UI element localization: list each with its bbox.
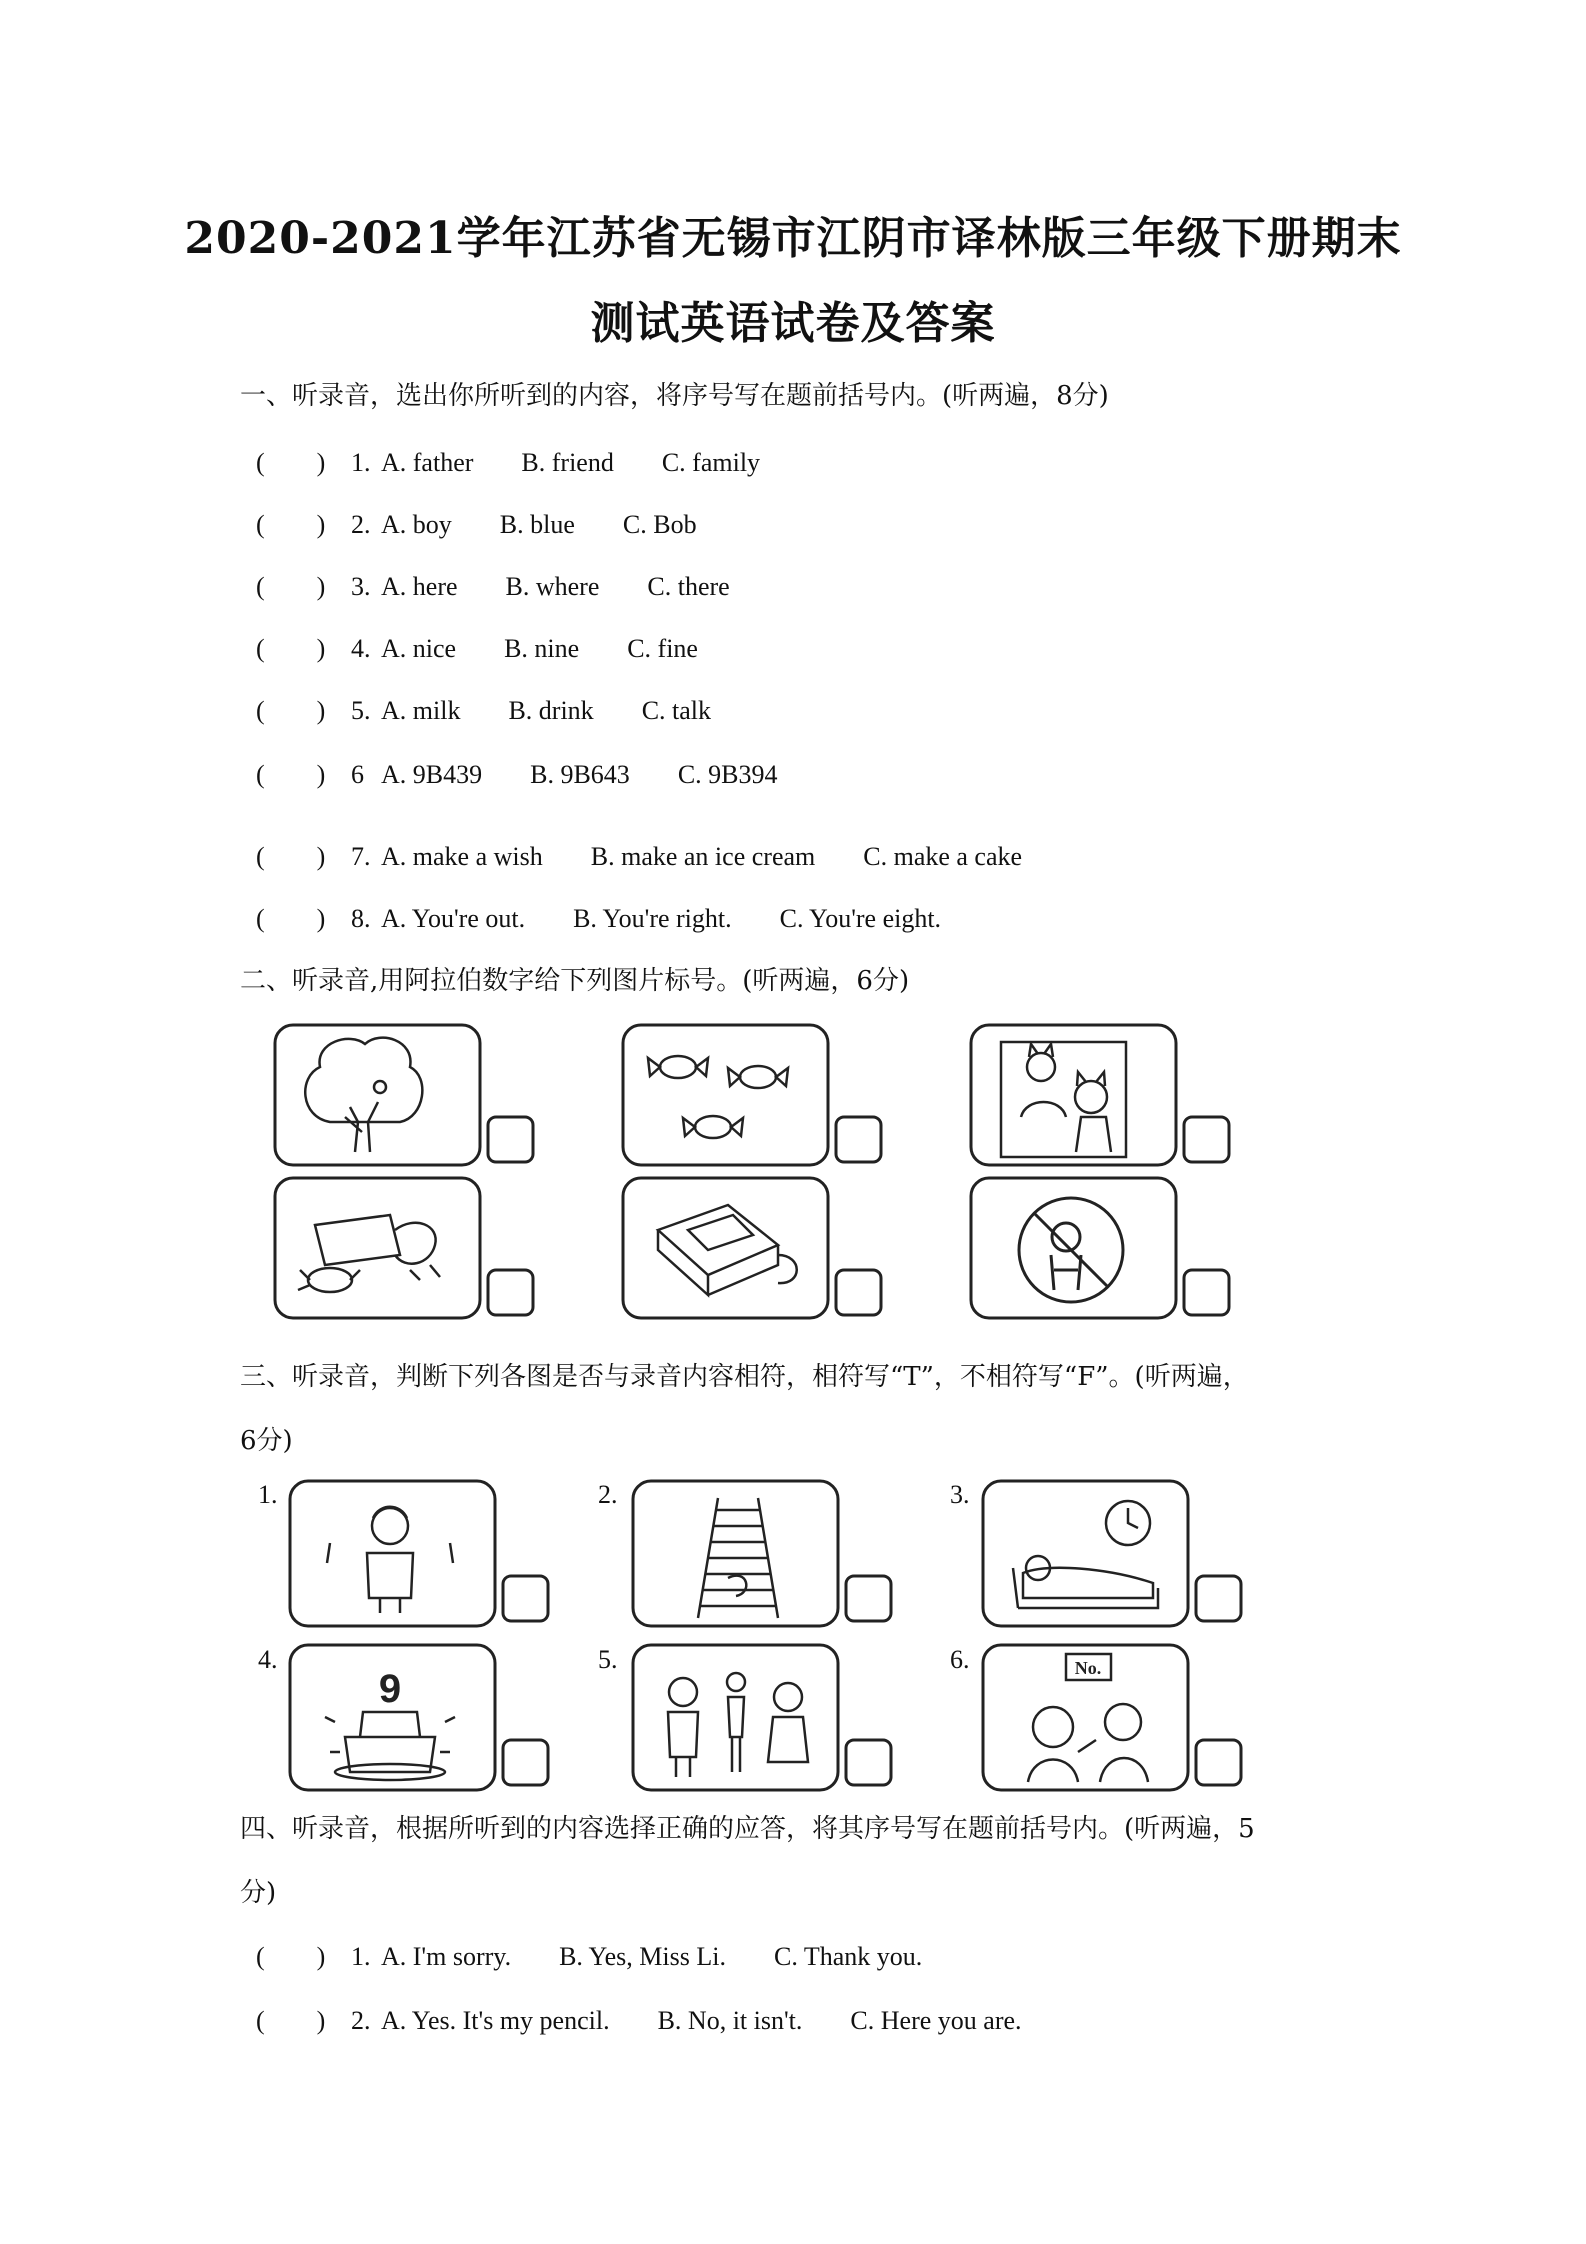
s1-question-5 xyxy=(256,690,759,727)
bed-clock-icon xyxy=(1013,1501,1158,1608)
option-c: C. talk xyxy=(641,696,712,725)
s3-picture-5 xyxy=(628,1642,898,1802)
s2-picture-book xyxy=(618,1175,888,1325)
option-c: C. You're eight. xyxy=(779,904,942,933)
question-number: 8. xyxy=(351,904,371,933)
option-b: B. drink xyxy=(508,696,594,725)
page-title-line1: 2020-2021学年江苏省无锡市江阴市译林版三年级下册期末 xyxy=(184,213,1402,264)
question-number: 6 xyxy=(351,760,364,789)
answer-box[interactable] xyxy=(503,1576,548,1621)
stairs-icon xyxy=(698,1498,778,1618)
s3-picture-4 xyxy=(285,1642,555,1802)
section2-heading: 二、听录音,用阿拉伯数字给下列图片标号。(听两遍，6分) xyxy=(240,966,910,996)
sign-text: No. xyxy=(1074,1658,1102,1678)
section3-heading-line1: 三、听录音，判断下列各图是否与录音内容相符，相符写“T”，不相符写“F”。(听两遍， xyxy=(240,1362,1249,1392)
option-a: A. milk xyxy=(381,696,461,725)
option-a: A. father xyxy=(381,448,474,477)
answer-paren[interactable]: ( ) xyxy=(256,760,326,789)
answer-box[interactable] xyxy=(836,1117,881,1162)
option-a: A. here xyxy=(381,572,458,601)
option-c: C. make a cake xyxy=(863,842,1023,871)
option-b: B. 9B643 xyxy=(530,760,630,789)
question-number: 4. xyxy=(351,634,371,663)
s4-question-1 xyxy=(256,1936,970,1973)
option-b: B. nine xyxy=(504,634,580,663)
answer-paren[interactable]: ( ) xyxy=(256,2006,326,2035)
question-number: 2. xyxy=(351,510,371,539)
s3-picture-label: 2. xyxy=(598,1480,618,1509)
s1-question-8 xyxy=(256,898,989,935)
s4-question-2 xyxy=(256,2000,1070,2037)
s2-picture-cats xyxy=(966,1022,1236,1172)
s3-picture-label: 4. xyxy=(258,1645,278,1674)
answer-paren[interactable]: ( ) xyxy=(256,572,326,601)
answer-paren[interactable]: ( ) xyxy=(256,696,326,725)
candy-icon xyxy=(648,1056,788,1138)
crab-icon xyxy=(298,1215,440,1292)
answer-box[interactable] xyxy=(503,1740,548,1785)
s1-question-6 xyxy=(256,754,826,791)
s3-picture-label: 1. xyxy=(258,1480,278,1509)
s3-picture-label: 5. xyxy=(598,1645,618,1674)
section3-heading-line2: 6分) xyxy=(240,1426,293,1456)
option-a: A. You're out. xyxy=(381,904,526,933)
option-b: B. No, it isn't. xyxy=(657,2006,803,2035)
option-b: B. blue xyxy=(499,510,575,539)
option-a: A. make a wish xyxy=(381,842,543,871)
s3-picture-1 xyxy=(285,1478,555,1638)
option-a: A. 9B439 xyxy=(381,760,483,789)
answer-paren[interactable]: ( ) xyxy=(256,448,326,477)
option-c: C. Thank you. xyxy=(774,1942,923,1971)
option-c: C. 9B394 xyxy=(677,760,778,789)
s3-picture-label: 3. xyxy=(950,1480,970,1509)
answer-box[interactable] xyxy=(1184,1270,1229,1315)
option-a: A. Yes. It's my pencil. xyxy=(381,2006,610,2035)
question-number: 3. xyxy=(351,572,371,601)
s1-question-1 xyxy=(256,442,808,479)
question-number: 7. xyxy=(351,842,371,871)
s2-picture-no-smoking xyxy=(966,1175,1236,1325)
option-b: B. You're right. xyxy=(573,904,732,933)
no-smoking-icon xyxy=(1019,1198,1123,1302)
section1-heading: 一、听录音，选出你所听到的内容，将序号写在题前括号内。(听两遍，8分) xyxy=(240,381,1109,411)
option-b: B. make an ice cream xyxy=(590,842,816,871)
option-a: A. nice xyxy=(381,634,457,663)
option-a: A. boy xyxy=(381,510,452,539)
option-c: C. Bob xyxy=(622,510,697,539)
s3-picture-6 xyxy=(978,1642,1248,1802)
question-number: 1. xyxy=(351,448,371,477)
answer-paren[interactable]: ( ) xyxy=(256,510,326,539)
option-a: A. I'm sorry. xyxy=(381,1942,512,1971)
option-b: B. Yes, Miss Li. xyxy=(559,1942,726,1971)
question-number: 1. xyxy=(351,1942,371,1971)
answer-box[interactable] xyxy=(488,1270,533,1315)
birthday-cake-icon xyxy=(325,1712,455,1780)
answer-box[interactable] xyxy=(488,1117,533,1162)
answer-box[interactable] xyxy=(1196,1576,1241,1621)
answer-box[interactable] xyxy=(846,1576,891,1621)
option-c: C. there xyxy=(647,572,730,601)
s3-picture-label: 6. xyxy=(950,1645,970,1674)
s3-picture-3 xyxy=(978,1478,1248,1638)
answer-box[interactable] xyxy=(1184,1117,1229,1162)
cats-icon xyxy=(1001,1042,1126,1157)
answer-box[interactable] xyxy=(836,1270,881,1315)
s1-question-3 xyxy=(256,566,778,603)
page-title-line2: 测试英语试卷及答案 xyxy=(590,298,996,349)
book-icon xyxy=(658,1205,797,1295)
option-b: B. friend xyxy=(521,448,614,477)
s3-picture-2 xyxy=(628,1478,898,1638)
answer-box[interactable] xyxy=(1196,1740,1241,1785)
option-c: C. Here you are. xyxy=(850,2006,1022,2035)
children-icon xyxy=(668,1673,808,1777)
cake-number: 9 xyxy=(378,1667,402,1711)
answer-paren[interactable]: ( ) xyxy=(256,1942,326,1971)
answer-paren[interactable]: ( ) xyxy=(256,842,326,871)
s1-question-2 xyxy=(256,504,745,541)
boy-icon xyxy=(327,1507,453,1613)
option-b: B. where xyxy=(505,572,600,601)
s1-question-7 xyxy=(256,836,1070,873)
section4-heading-line1: 四、听录音，根据所听到的内容选择正确的应答，将其序号写在题前括号内。(听两遍，5 xyxy=(240,1814,1255,1844)
option-c: C. fine xyxy=(627,634,698,663)
option-c: C. family xyxy=(661,448,761,477)
tree-icon xyxy=(305,1038,422,1152)
s2-picture-crab xyxy=(270,1175,540,1325)
s1-question-4 xyxy=(256,628,746,665)
question-number: 2. xyxy=(351,2006,371,2035)
answer-paren[interactable]: ( ) xyxy=(256,634,326,663)
answer-box[interactable] xyxy=(846,1740,891,1785)
s2-picture-tree xyxy=(270,1022,540,1172)
section4-heading-line2: 分) xyxy=(240,1878,277,1908)
question-number: 5. xyxy=(351,696,371,725)
s2-picture-candy xyxy=(618,1022,888,1172)
answer-paren[interactable]: ( ) xyxy=(256,904,326,933)
